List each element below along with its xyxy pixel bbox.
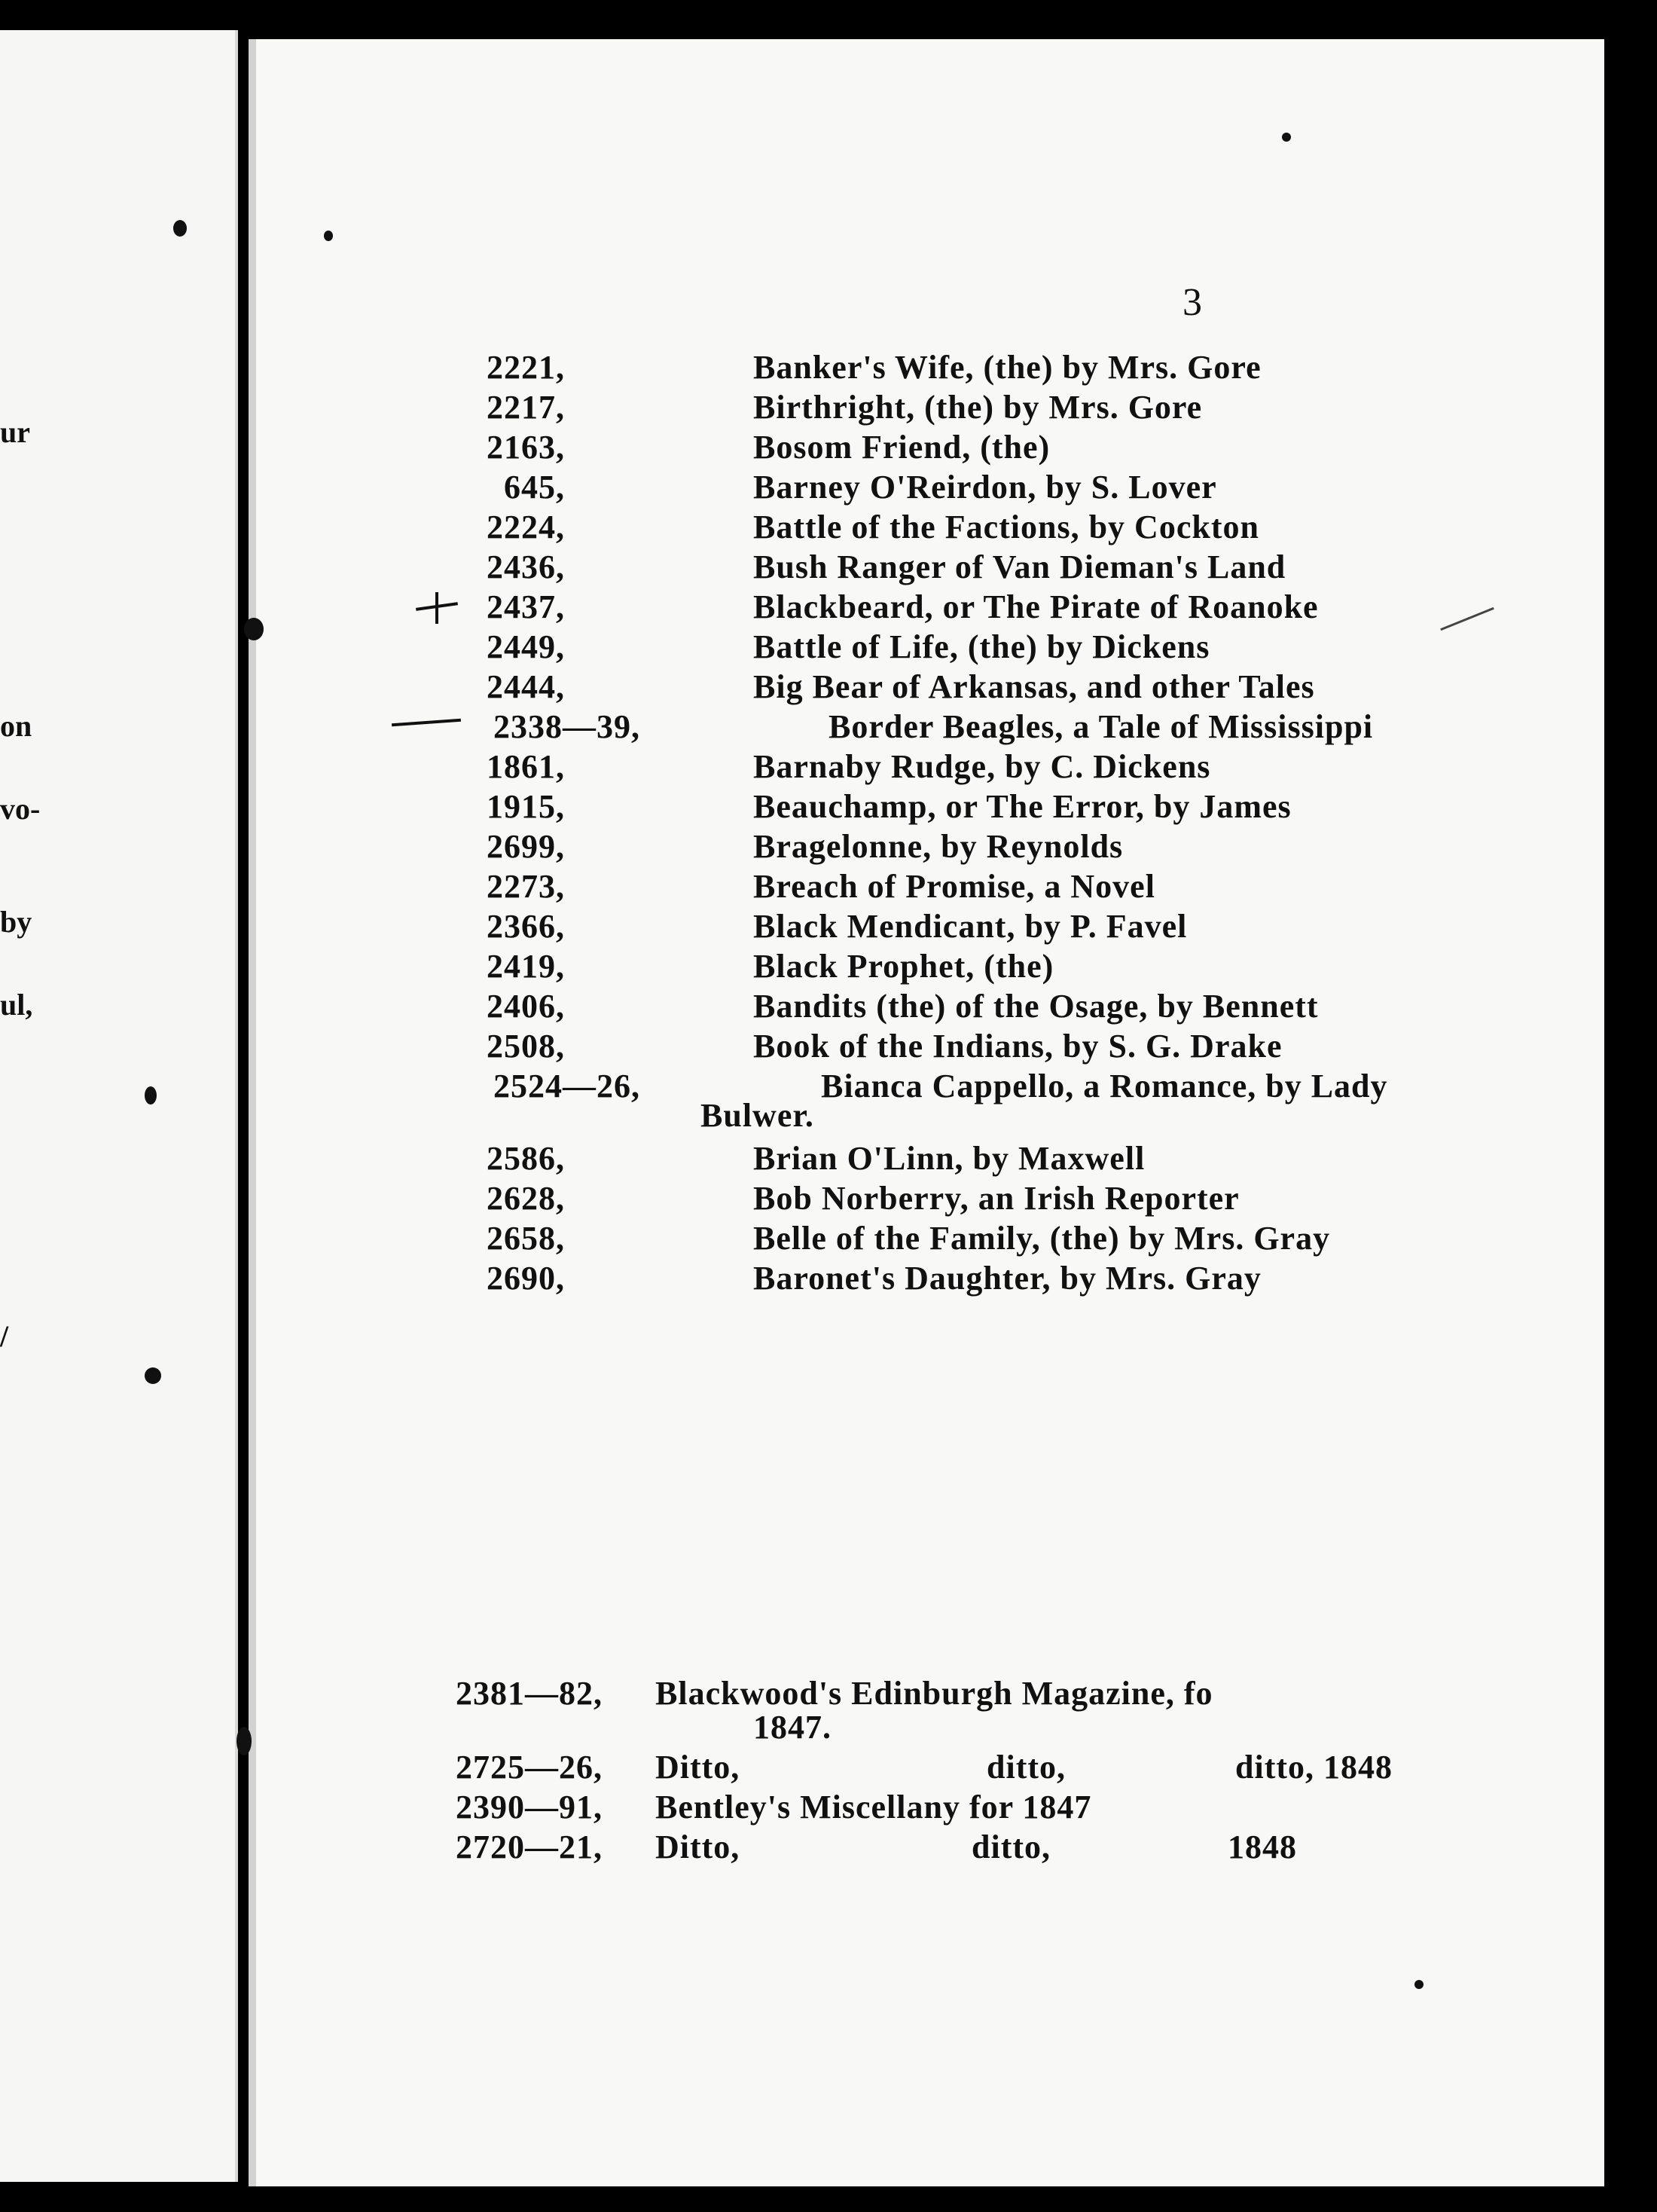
ditto-col-3: ditto, 1848 (1235, 1749, 1393, 1786)
entry-title: Bush Ranger of Van Dieman's Land (753, 548, 1286, 585)
entry-number: 1861, (487, 748, 565, 785)
ditto-col-1: Ditto, (655, 1829, 740, 1865)
ink-speck (1282, 133, 1291, 142)
entry-number: 2436, (487, 548, 565, 585)
ink-speck (1414, 1980, 1424, 1989)
entry-title: Brian O'Linn, by Maxwell (753, 1140, 1146, 1177)
entry-number: 2725—26, (456, 1749, 603, 1786)
ink-speck (145, 1086, 157, 1104)
entry-number: 2720—21, (456, 1829, 603, 1865)
ink-speck (173, 220, 187, 237)
entry-title: Bosom Friend, (the) (753, 429, 1051, 466)
entry-title: Bob Norberry, an Irish Reporter (753, 1180, 1240, 1217)
ditto-col-3: 1848 (1228, 1829, 1297, 1865)
entry-title: Bianca Cappello, a Romance, by Lady (821, 1068, 1388, 1104)
entry-number: 2658, (487, 1220, 565, 1257)
entry-number: 2690, (487, 1260, 565, 1297)
ditto-col-2: ditto, (972, 1829, 1051, 1865)
left-page-fragment: vo- (0, 792, 41, 826)
pencil-cross-mark (435, 592, 438, 624)
entry-title-continuation: 1847. (753, 1709, 832, 1746)
left-page (0, 30, 238, 2182)
left-page-fragment: / (0, 1319, 9, 1353)
ditto-col-1: Ditto, (655, 1749, 740, 1786)
entry-number: 2449, (487, 628, 565, 665)
entry-title: Breach of Promise, a Novel (753, 868, 1155, 905)
entry-number: 2628, (487, 1180, 565, 1217)
entry-title: Baronet's Daughter, by Mrs. Gray (753, 1260, 1262, 1297)
entry-title: Black Mendicant, by P. Favel (753, 908, 1188, 945)
entry-number: 2390—91, (456, 1789, 603, 1826)
entry-title: Barnaby Rudge, by C. Dickens (753, 748, 1211, 785)
entry-title: Black Prophet, (the) (753, 948, 1054, 985)
right-page (249, 39, 1604, 2186)
ink-speck (324, 231, 333, 241)
entry-title: Bandits (the) of the Osage, by Bennett (753, 988, 1319, 1025)
entry-title: Border Beagles, a Tale of Mississippi (828, 708, 1374, 745)
ditto-col-2: ditto, (987, 1749, 1066, 1786)
ink-speck (145, 1367, 161, 1384)
entry-number: 2406, (487, 988, 565, 1025)
entry-number: 2508, (487, 1028, 565, 1065)
entry-title: Bentley's Miscellany for 1847 (655, 1789, 1092, 1826)
entry-number: 2437, (487, 588, 565, 625)
entry-number: 2273, (487, 868, 565, 905)
entry-title: Belle of the Family, (the) by Mrs. Gray (753, 1220, 1331, 1257)
entry-title: Banker's Wife, (the) by Mrs. Gore (753, 349, 1262, 386)
entry-number: 2217, (487, 389, 565, 426)
left-page-fragment: ul, (0, 988, 33, 1022)
entry-title: Book of the Indians, by S. G. Drake (753, 1028, 1283, 1065)
entry-number: 2419, (487, 948, 565, 985)
entry-number: 2444, (487, 668, 565, 705)
entry-title: Birthright, (the) by Mrs. Gore (753, 389, 1203, 426)
entry-number: 2699, (487, 828, 565, 865)
entry-number: 645, (504, 469, 565, 506)
entry-number: 2163, (487, 429, 565, 466)
page-number: 3 (1182, 281, 1202, 324)
entry-title: Barney O'Reirdon, by S. Lover (753, 469, 1217, 506)
entry-number: 2224, (487, 509, 565, 545)
entry-title: Battle of the Factions, by Cockton (753, 509, 1259, 545)
left-page-fragment: by (0, 905, 32, 939)
entry-number: 2338—39, (493, 708, 640, 745)
entry-title: Blackwood's Edinburgh Magazine, fo (655, 1675, 1213, 1712)
entry-number: 2366, (487, 908, 565, 945)
entry-title: Bragelonne, by Reynolds (753, 828, 1124, 865)
entry-title: Beauchamp, or The Error, by James (753, 788, 1292, 825)
entry-number: 2524—26, (493, 1068, 640, 1104)
entry-title: Blackbeard, or The Pirate of Roanoke (753, 588, 1319, 625)
left-page-fragment: ur (0, 415, 30, 449)
entry-title-continuation: Bulwer. (700, 1097, 814, 1134)
entry-number: 2381—82, (456, 1675, 603, 1712)
entry-number: 1915, (487, 788, 565, 825)
entry-title: Battle of Life, (the) by Dickens (753, 628, 1210, 665)
entry-number: 2586, (487, 1140, 565, 1177)
entry-title: Big Bear of Arkansas, and other Tales (753, 668, 1315, 705)
entry-number: 2221, (487, 349, 565, 386)
ink-speck (244, 618, 264, 640)
ink-speck (236, 1727, 252, 1755)
left-page-fragment: on (0, 709, 32, 743)
